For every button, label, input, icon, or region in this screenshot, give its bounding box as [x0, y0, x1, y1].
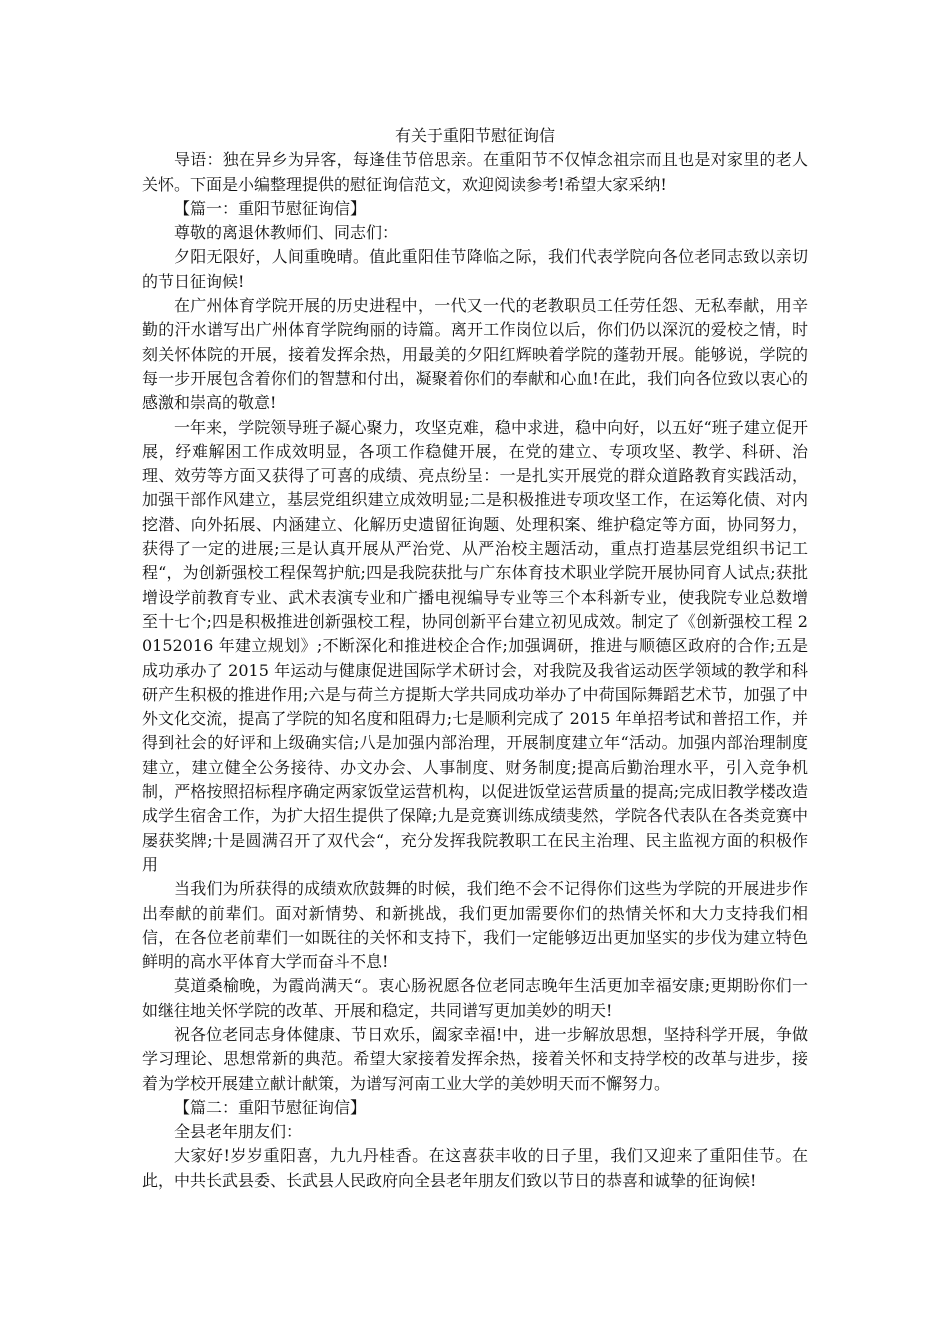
section-heading-2: 【篇二：重阳节慰征询信】 [174, 1097, 367, 1117]
body-paragraph: 当我们为所获得的成绩欢欣鼓舞的时候，我们绝不会不记得你们这些为学院的开展进步作出奉献的前辈们。面对新情势、和新挑战，我们更加需要你们的热情关怀和大力支持我们相信，在各位老前辈们一如既往的关怀和支持下，我们一定能够迈出更加坚实的步伐为建立特色鲜明的高水平体育大学而奋斗不息! [142, 879, 808, 972]
body-paragraph: 莫道桑榆晚，为霞尚满天“。衷心肠祝愿各位老同志晚年生活更加幸福安康;更期盼你们一如继往地关怀学院的改革、开展和稳定，共同谱写更加美妙的明天! [142, 976, 808, 1020]
document-title: 有关于重阳节慰征询信 [394, 126, 555, 145]
body-paragraph: 祝各位老同志身体健康、节日欢乐，阖家幸福!中，进一步解放思想，坚持科学开展，争做学习理论、思想常新的典范。希望大家接着发挥余热，接着关怀和支持学校的改革与进步，接着为学校开展建立献计献策，为谱写河南工业大学的美妙明天而不懈努力。 [142, 1024, 808, 1093]
body-paragraph: 夕阳无限好，人间重晚晴。值此重阳佳节降临之际，我们代表学院向各位老同志致以亲切的节日征询候! [142, 247, 808, 291]
intro-paragraph: 导语：独在异乡为异客，每逢佳节倍思亲。在重阳节不仅悼念祖宗而且也是对家里的老人关怀。下面是小编整理提供的慰征询信范文，欢迎阅读参考!希望大家采纳! [142, 150, 808, 194]
salutation-1: 尊敬的离退休教师们、同志们： [174, 223, 399, 243]
body-paragraph: 在广州体育学院开展的历史进程中，一代又一代的老教职员工任劳任怨、无私奉献，用辛勤的汗水谱写出广州体育学院绚丽的诗篇。离开工作岗位以后，你们仍以深沉的爱校之情，时刻关怀体院的开展，接着发挥余热，用最美的夕阳红辉映着学院的蓬勃开展。能够说，学院的每一步开展包含着你们的智慧和付出，凝聚着你们的奉献和心血!在此，我们向各位致以衷心的感激和崇高的敬意! [142, 296, 808, 413]
body-paragraph: 大家好!岁岁重阳喜，九九丹桂香。在这喜获丰收的日子里，我们又迎来了重阳佳节。在此，中共长武县委、长武县人民政府向全县老年朋友们致以节日的恭喜和诚挚的征询候! [142, 1146, 808, 1190]
document-body [142, 124, 808, 1193]
body-paragraph: 一年来，学院领导班子凝心聚力，攻坚克难，稳中求进，稳中向好，以五好“班子建立促开展，纾难解困工作成效明显，各项工作稳健开展，在党的建立、专项攻坚、教学、科研、治理、效劳等方面又获得了可喜的成绩、亮点纷呈：一是扎实开展党的群众道路教育实践活动，加强干部作风建立，基层党组织建立成效明显;二是积极推进专项攻坚工作，在运筹化债、对内挖潜、向外拓展、内涵建立、化解历史遗留征询题、处理积案、维护稳定等方面，协同努力，获得了一定的进展;三是认真开展从严治党、从严治校主题活动，重点打造基层党组织书记工程“，为创新强校工程保驾护航;四是我院获批与广东体育技术职业学院开展协同育人试点;获批增设学前教育专业、武术表演专业和广播电视编导专业等三个本科新专业，使我院专业总数增至十七个;四是积极推进创新强校工程，协同创新平台建立初见成效。制定了《创新强校工程 20152016 年建立规划》;不断深化和推进校企合作;加强调研，推进与顺德区政府的合作;五是成功承办了 2015 年运动与健康促进国际学术研讨会，对我院及我省运动医学领域的教学和科研产生积极的推进作用;六是与荷兰方提斯大学共同成功举办了中荷国际舞蹈艺术节，加强了中外文化交流，提高了学院的知名度和阻碍力;七是顺利完成了 2015 年单招考试和普招工作，并得到社会的好评和上级确实信;八是加强内部治理，开展制度建立年“活动。加强内部治理制度建立，建立健全公务接待、办文办会、人事制度、财务制度;提高后勤治理水平，引入竞争机制，严格按照招标程序确定两家饭堂运营机构，以促进饭堂运营质量的提高;完成旧教学楼改造成学生宿舍工作，为扩大招生提供了保障;九是竞赛训练成绩斐然，学院各代表队在各类竞赛中屡获奖牌;十是圆满召开了双代会“，充分发挥我院教职工在民主治理、民主监视方面的积极作用 [142, 417, 808, 874]
salutation-2: 全县老年朋友们： [174, 1122, 303, 1142]
section-heading-1: 【篇一：重阳节慰征询信】 [174, 198, 367, 218]
